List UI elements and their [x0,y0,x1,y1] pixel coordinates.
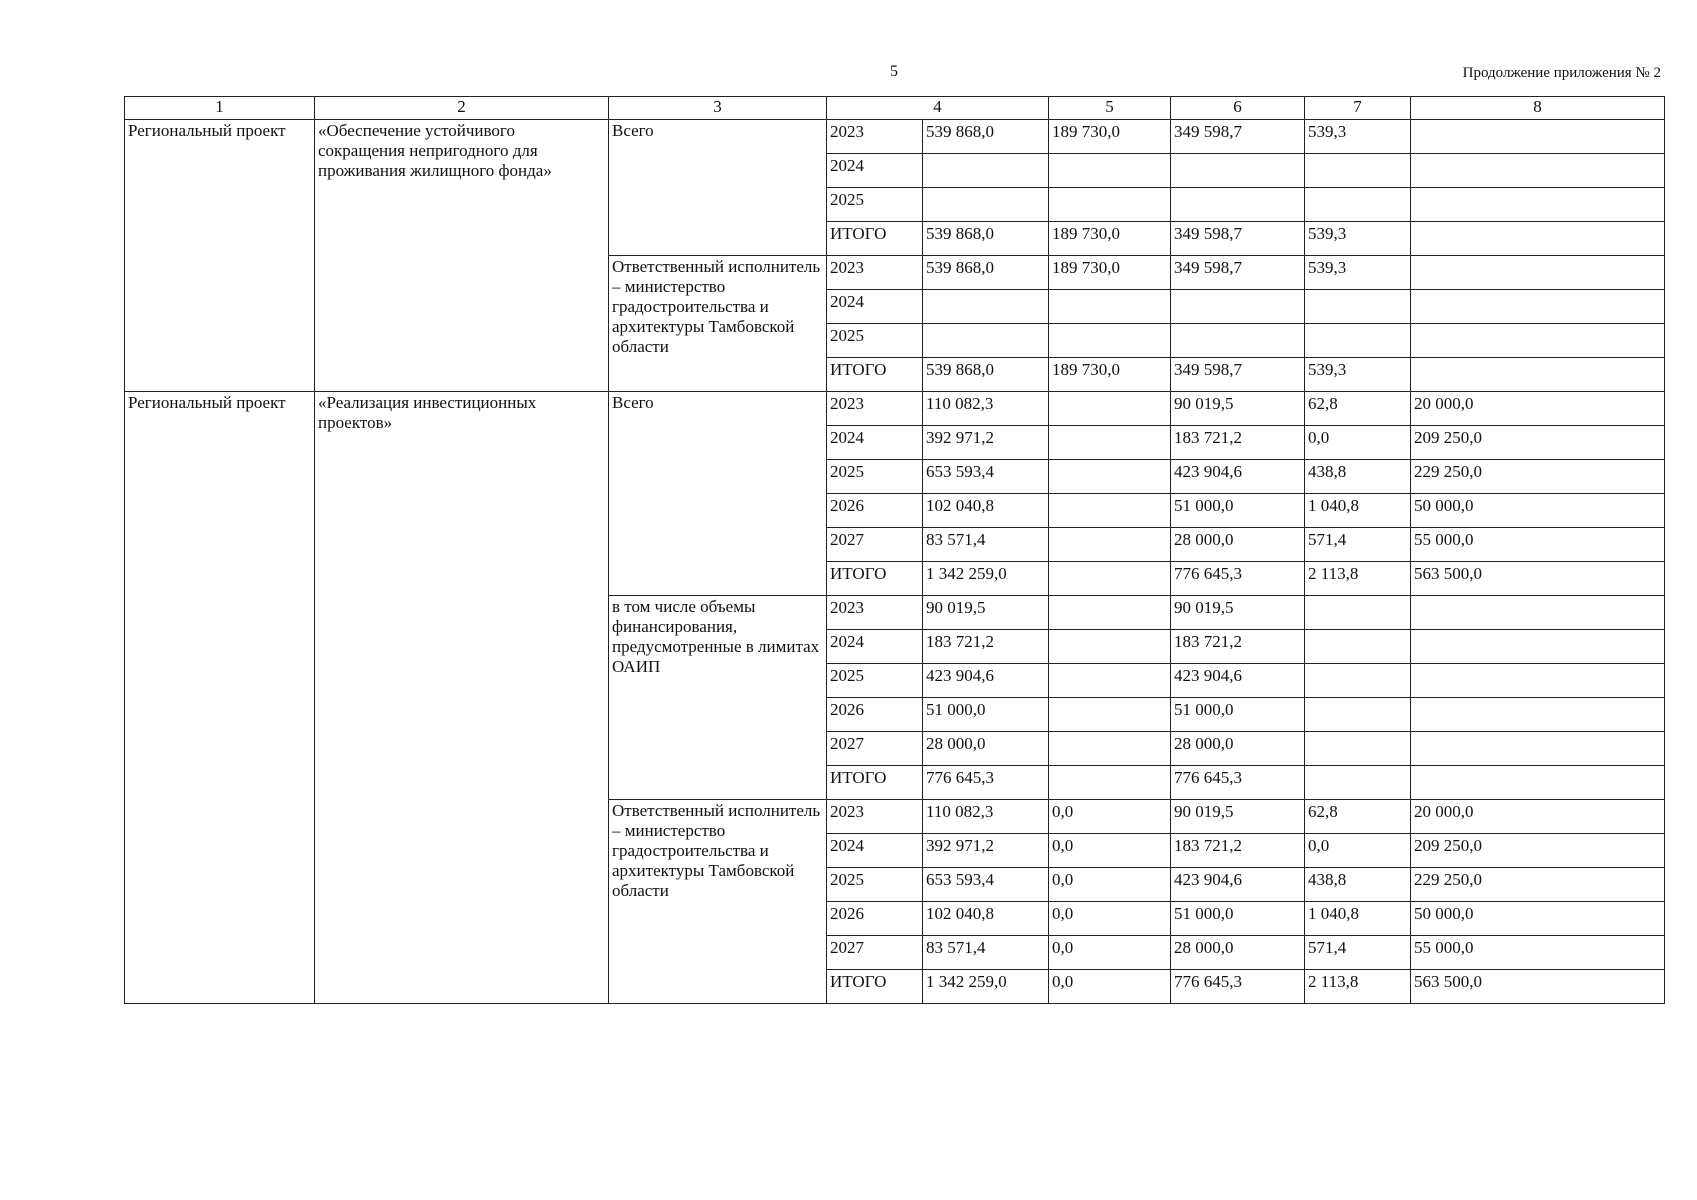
column-6-cell [1171,188,1305,222]
column-7-cell: 1 040,8 [1305,902,1411,936]
total-amount-cell: 183 721,2 [923,630,1049,664]
total-amount-cell: 83 571,4 [923,936,1049,970]
total-amount-cell: 90 019,5 [923,596,1049,630]
column-5-cell [1049,392,1171,426]
total-amount-cell: 102 040,8 [923,494,1049,528]
column-6-cell: 423 904,6 [1171,868,1305,902]
column-8-cell: 229 250,0 [1411,460,1665,494]
column-6-cell [1171,324,1305,358]
column-6-cell [1171,154,1305,188]
total-amount-cell: 539 868,0 [923,256,1049,290]
year-cell: 2026 [827,494,923,528]
funding-group-cell: Ответственный исполнитель – министерство градостроительства и архитектуры Тамбовской области [609,800,827,1004]
appendix-continuation-note: Продолжение приложения № 2 [1462,65,1661,81]
column-6-cell: 349 598,7 [1171,120,1305,154]
page-number: 5 [890,63,898,80]
column-6-cell: 776 645,3 [1171,970,1305,1004]
column-header-1: 1 [125,97,315,120]
total-amount-cell: 110 082,3 [923,800,1049,834]
column-8-cell [1411,154,1665,188]
year-cell: 2025 [827,188,923,222]
total-amount-cell: 392 971,2 [923,834,1049,868]
funding-group-cell: Всего [609,120,827,256]
funding-group-cell: Всего [609,392,827,596]
funding-group-cell: Ответственный исполнитель – министерство градостроительства и архитектуры Тамбовской области [609,256,827,392]
column-5-cell: 0,0 [1049,800,1171,834]
column-6-cell: 90 019,5 [1171,392,1305,426]
financing-table [124,96,1665,1004]
year-cell: ИТОГО [827,358,923,392]
year-cell: 2023 [827,800,923,834]
funding-group-cell: в том числе объемы финансирования, предусмотренные в лимитах ОАИП [609,596,827,800]
column-6-cell: 183 721,2 [1171,630,1305,664]
project-type-cell: Региональный проект [125,392,315,1004]
column-5-cell [1049,290,1171,324]
column-6-cell: 776 645,3 [1171,562,1305,596]
column-header-4: 4 [827,97,1049,120]
table-row [125,120,1665,154]
table-body [125,120,1665,1004]
column-5-cell [1049,528,1171,562]
column-7-cell: 539,3 [1305,222,1411,256]
column-7-cell: 2 113,8 [1305,970,1411,1004]
year-cell: 2024 [827,426,923,460]
column-7-cell: 539,3 [1305,256,1411,290]
column-5-cell [1049,426,1171,460]
total-amount-cell: 776 645,3 [923,766,1049,800]
total-amount-cell: 539 868,0 [923,358,1049,392]
column-8-cell [1411,630,1665,664]
column-5-cell: 189 730,0 [1049,358,1171,392]
column-5-cell: 0,0 [1049,834,1171,868]
column-5-cell [1049,596,1171,630]
column-6-cell: 349 598,7 [1171,256,1305,290]
total-amount-cell: 51 000,0 [923,698,1049,732]
column-8-cell [1411,290,1665,324]
column-5-cell: 189 730,0 [1049,256,1171,290]
column-5-cell [1049,766,1171,800]
column-8-cell [1411,188,1665,222]
total-amount-cell: 102 040,8 [923,902,1049,936]
year-cell: 2026 [827,902,923,936]
column-8-cell [1411,358,1665,392]
column-6-cell: 51 000,0 [1171,494,1305,528]
year-cell: 2027 [827,936,923,970]
column-7-cell: 571,4 [1305,936,1411,970]
column-5-cell [1049,324,1171,358]
total-amount-cell: 1 342 259,0 [923,970,1049,1004]
total-amount-cell: 423 904,6 [923,664,1049,698]
column-8-cell: 50 000,0 [1411,902,1665,936]
project-type-cell: Региональный проект [125,120,315,392]
project-name-cell: «Обеспечение устойчивого сокращения непригодного для проживания жилищного фонда» [315,120,609,392]
total-amount-cell: 83 571,4 [923,528,1049,562]
table-row [125,392,1665,426]
column-7-cell [1305,324,1411,358]
column-6-cell: 28 000,0 [1171,936,1305,970]
column-8-cell: 209 250,0 [1411,834,1665,868]
column-8-cell: 50 000,0 [1411,494,1665,528]
column-header-5: 5 [1049,97,1171,120]
column-5-cell [1049,732,1171,766]
column-8-cell: 229 250,0 [1411,868,1665,902]
year-cell: 2025 [827,664,923,698]
column-5-cell: 0,0 [1049,936,1171,970]
column-5-cell [1049,460,1171,494]
year-cell: 2027 [827,732,923,766]
column-7-cell: 62,8 [1305,392,1411,426]
column-5-cell: 0,0 [1049,902,1171,936]
column-6-cell: 90 019,5 [1171,800,1305,834]
column-6-cell: 423 904,6 [1171,460,1305,494]
year-cell: 2023 [827,596,923,630]
column-8-cell [1411,698,1665,732]
column-8-cell [1411,256,1665,290]
column-5-cell [1049,630,1171,664]
year-cell: 2023 [827,392,923,426]
column-6-cell: 51 000,0 [1171,902,1305,936]
column-6-cell [1171,290,1305,324]
column-5-cell [1049,562,1171,596]
column-header-6: 6 [1171,97,1305,120]
column-6-cell: 90 019,5 [1171,596,1305,630]
column-8-cell: 20 000,0 [1411,800,1665,834]
year-cell: 2024 [827,834,923,868]
year-cell: ИТОГО [827,562,923,596]
column-5-cell: 0,0 [1049,970,1171,1004]
year-cell: 2026 [827,698,923,732]
total-amount-cell: 28 000,0 [923,732,1049,766]
column-6-cell: 349 598,7 [1171,358,1305,392]
total-amount-cell: 392 971,2 [923,426,1049,460]
year-cell: 2027 [827,528,923,562]
total-amount-cell: 539 868,0 [923,222,1049,256]
column-7-cell: 2 113,8 [1305,562,1411,596]
column-5-cell: 189 730,0 [1049,222,1171,256]
year-cell: ИТОГО [827,766,923,800]
total-amount-cell [923,188,1049,222]
column-header-8: 8 [1411,97,1665,120]
column-5-cell [1049,698,1171,732]
column-6-cell: 28 000,0 [1171,528,1305,562]
table-header [125,97,1665,120]
column-5-cell [1049,154,1171,188]
year-cell: 2025 [827,460,923,494]
column-5-cell: 0,0 [1049,868,1171,902]
year-cell: ИТОГО [827,970,923,1004]
column-8-cell: 563 500,0 [1411,562,1665,596]
column-7-cell: 0,0 [1305,426,1411,460]
project-name-cell: «Реализация инвестиционных проектов» [315,392,609,1004]
column-7-cell [1305,596,1411,630]
column-6-cell: 183 721,2 [1171,834,1305,868]
column-8-cell [1411,324,1665,358]
column-7-cell: 571,4 [1305,528,1411,562]
column-7-cell [1305,664,1411,698]
column-header-3: 3 [609,97,827,120]
total-amount-cell: 110 082,3 [923,392,1049,426]
column-5-cell [1049,494,1171,528]
column-7-cell [1305,766,1411,800]
column-7-cell [1305,290,1411,324]
column-7-cell: 438,8 [1305,868,1411,902]
column-7-cell: 62,8 [1305,800,1411,834]
total-amount-cell: 653 593,4 [923,868,1049,902]
column-8-cell [1411,222,1665,256]
column-7-cell: 539,3 [1305,358,1411,392]
year-cell: ИТОГО [827,222,923,256]
column-7-cell [1305,630,1411,664]
column-header-2: 2 [315,97,609,120]
total-amount-cell [923,324,1049,358]
column-8-cell [1411,596,1665,630]
column-5-cell [1049,188,1171,222]
column-6-cell: 51 000,0 [1171,698,1305,732]
column-6-cell: 423 904,6 [1171,664,1305,698]
column-6-cell: 28 000,0 [1171,732,1305,766]
column-header-7: 7 [1305,97,1411,120]
column-6-cell: 349 598,7 [1171,222,1305,256]
column-7-cell: 1 040,8 [1305,494,1411,528]
total-amount-cell: 1 342 259,0 [923,562,1049,596]
year-cell: 2024 [827,154,923,188]
year-cell: 2023 [827,256,923,290]
total-amount-cell: 539 868,0 [923,120,1049,154]
column-8-cell: 20 000,0 [1411,392,1665,426]
total-amount-cell [923,154,1049,188]
column-5-cell [1049,664,1171,698]
column-7-cell [1305,698,1411,732]
year-cell: 2023 [827,120,923,154]
year-cell: 2025 [827,868,923,902]
year-cell: 2024 [827,290,923,324]
column-5-cell: 189 730,0 [1049,120,1171,154]
total-amount-cell [923,290,1049,324]
column-6-cell: 776 645,3 [1171,766,1305,800]
column-7-cell: 0,0 [1305,834,1411,868]
column-8-cell: 55 000,0 [1411,528,1665,562]
column-7-cell [1305,732,1411,766]
year-cell: 2024 [827,630,923,664]
column-7-cell: 539,3 [1305,120,1411,154]
column-8-cell [1411,732,1665,766]
column-8-cell [1411,766,1665,800]
column-8-cell: 209 250,0 [1411,426,1665,460]
column-8-cell: 55 000,0 [1411,936,1665,970]
column-7-cell: 438,8 [1305,460,1411,494]
total-amount-cell: 653 593,4 [923,460,1049,494]
column-7-cell [1305,154,1411,188]
column-8-cell [1411,664,1665,698]
column-7-cell [1305,188,1411,222]
year-cell: 2025 [827,324,923,358]
column-8-cell: 563 500,0 [1411,970,1665,1004]
column-6-cell: 183 721,2 [1171,426,1305,460]
column-8-cell [1411,120,1665,154]
